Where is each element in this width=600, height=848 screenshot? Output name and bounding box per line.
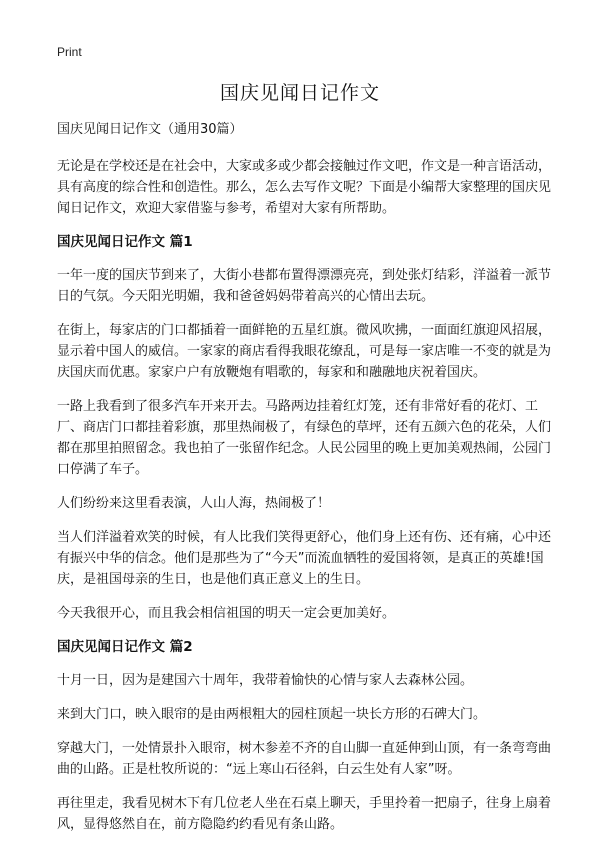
paragraph: 当人们洋溢着欢笑的时候，有人比我们笑得更舒心，他们身上还有伤、还有痛，心中还有振兴中华的信念。他们是那些为了“今天”而流血牺牲的爱国将领，是真正的英雄!国庆，是祖国母亲的生日，也是他们真正意义上的生日。 xyxy=(57,530,552,587)
section-heading: 国庆见闻日记作文 篇1 xyxy=(57,234,193,250)
page-title: 国庆见闻日记作文 xyxy=(219,82,380,104)
paragraph: 一年一度的国庆节到来了，大街小巷都布置得漂漂亮亮，到处张灯结彩，洋溢着一派节日的气氛。今天阳光明媚，我和爸爸妈妈带着高兴的心情出去玩。 xyxy=(57,268,552,304)
print-link[interactable]: Print xyxy=(57,45,82,59)
paragraph: 今天我很开心，而且我会相信祖国的明天一定会更加美好。 xyxy=(57,606,396,621)
paragraph: 一路上我看到了很多汽车开来开去。马路两边挂着红灯笼，还有非常好看的花灯、工厂、商店门口都挂着彩旗，那里热闹极了，有绿色的草坪，还有五颜六色的花朵，人们都在那里拍照留念。我也拍了一张留作纪念。人民公园里的晚上更加美观热闹，公园门口停满了车子。 xyxy=(57,399,552,477)
intro-paragraph: 无论是在学校还是在社会中，大家或多或少都会接触过作文吧，作文是一种言语活动，具有高度的综合性和创造性。那么，怎么去写作文呢？下面是小编帮大家整理的国庆见闻日记作文，欢迎大家借鉴与参考，希望对大家有所帮助。 xyxy=(57,159,552,216)
paragraph: 在街上，每家店的门口都插着一面鲜艳的五星红旗。微风吹拂，一面面红旗迎风招展，显示着中国人的威信。一家家的商店看得我眼花缭乱，可是每一家店唯一不变的就是为庆国庆而优惠。家家户户有放鞭炮有唱歌的，每家和和融融地庆祝着国庆。 xyxy=(57,323,552,380)
section-heading: 国庆见闻日记作文 篇2 xyxy=(57,639,193,655)
paragraph: 穿越大门，一处情景扑入眼帘，树木参差不齐的自山脚一直延伸到山顶，有一条弯弯曲曲的山路。正是杜牧所说的：“远上寒山石径斜，白云生处有人家”呀。 xyxy=(57,741,552,777)
article-subtitle: 国庆见闻日记作文（通用30篇） xyxy=(57,122,243,137)
paragraph: 人们纷纷来这里看表演，人山人海，热闹极了！ xyxy=(57,496,331,511)
article-body xyxy=(57,120,557,848)
paragraph: 来到大门口，映入眼帘的是由两根粗大的园柱顶起一块长方形的石碑大门。 xyxy=(57,707,487,722)
paragraph: 再往里走，我看见树木下有几位老人坐在石桌上聊天，手里拎着一把扇子，往身上扇着风，显得悠然自在，前方隐隐约约看见有条山路。 xyxy=(57,796,552,832)
paragraph: 十月一日，因为是建国六十周年，我带着愉快的心情与家人去森林公园。 xyxy=(57,673,474,688)
